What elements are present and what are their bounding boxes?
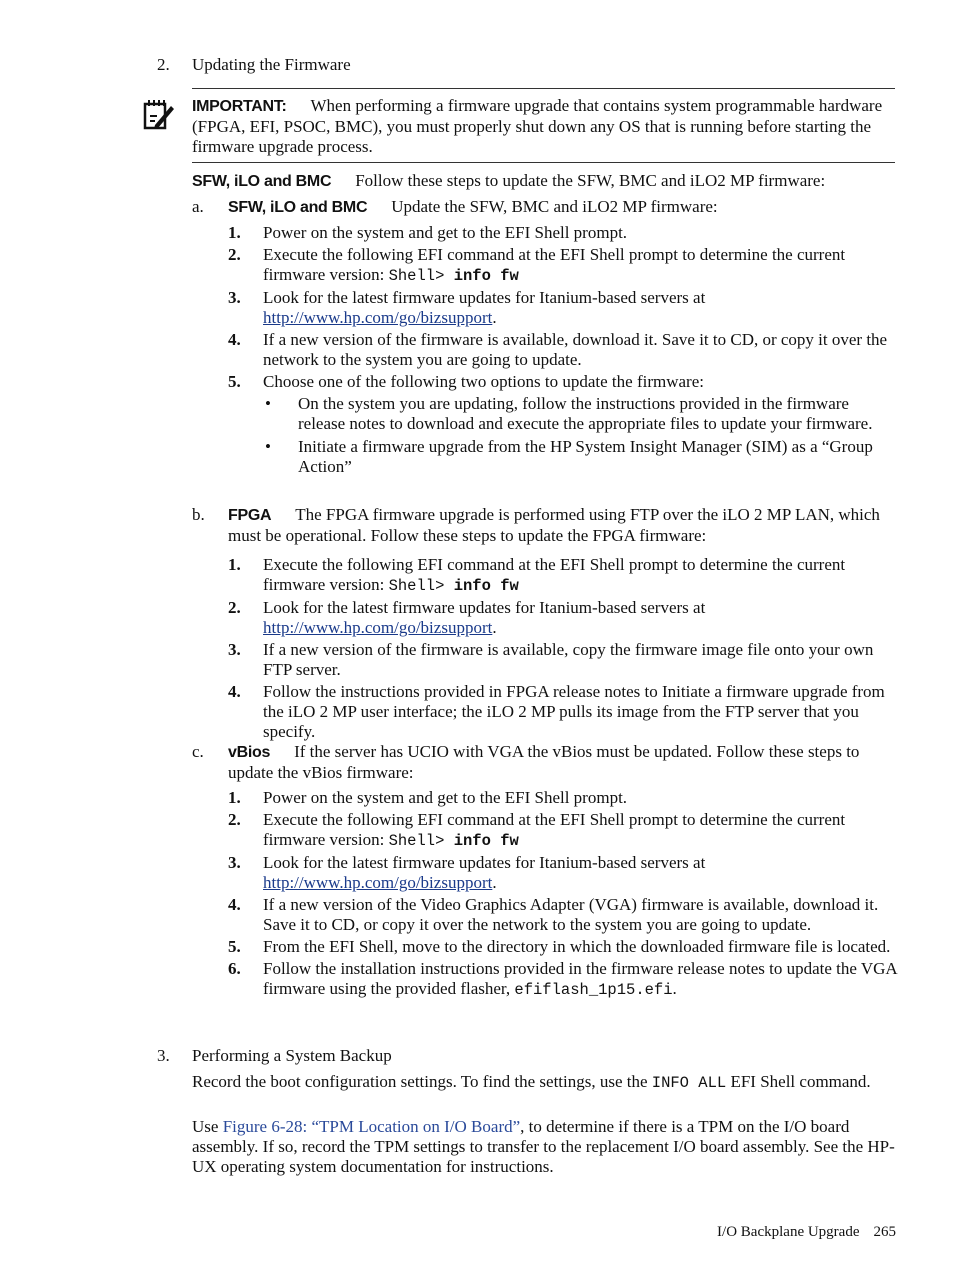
step-item: 6. Follow the installation instructions provided in the firmware release notes to update the VGA firmware using the provided flasher, efiflash_1p15.efi. [228, 959, 897, 999]
intro-label: SFW, iLO and BMC [192, 173, 332, 190]
step-item: 1. Power on the system and get to the EFI Shell prompt. [228, 788, 628, 807]
backup-paragraph-1: Record the boot configuration settings. To find the settings, use the INFO ALL EFI Shell command. [192, 1072, 871, 1092]
step-item: 1. Execute the following EFI command at the EFI Shell prompt to determine the current firmware version: Shell> info fw [228, 555, 846, 595]
sub-item-label: vBios [228, 744, 271, 761]
item-title: Performing a System Backup [192, 1046, 392, 1065]
steps-list [228, 223, 897, 477]
intro-text: Follow these steps to update the SFW, BMC and iLO2 MP firmware: [355, 171, 826, 190]
bizsupport-link[interactable]: http://www.hp.com/go/bizsupport [263, 873, 493, 892]
info-all-command: INFO ALL [651, 1074, 727, 1092]
intro-paragraph [192, 171, 897, 192]
sub-item-text: If the server has UCIO with VGA the vBios must be updated. Follow these steps to update the vBios firmware: [228, 742, 860, 782]
item-number: 3. [157, 1046, 170, 1065]
sub-item-label: FPGA [228, 507, 272, 524]
bizsupport-link[interactable]: http://www.hp.com/go/bizsupport [263, 618, 493, 637]
important-label: IMPORTANT: [192, 98, 287, 115]
bullet-item: • Initiate a firmware upgrade from the HP System Insight Manager (SIM) as a “Group Action” [265, 437, 873, 476]
bullet-item: • On the system you are updating, follow the instructions provided in the firmware release notes to download and execute the appropriate files to update your firmware. [265, 394, 873, 433]
sub-item-text: The FPGA firmware upgrade is performed using FTP over the iLO 2 MP LAN, which must be operational. Follow these steps to update the FPGA firmware: [228, 505, 880, 545]
sub-item-text: Update the SFW, BMC and iLO2 MP firmware: [391, 197, 718, 216]
steps-list [228, 788, 897, 1000]
step-item: 4. If a new version of the firmware is available, download it. Save it to CD, or copy it over the network to the system you are going to update. [228, 330, 888, 369]
step-item: 5. From the EFI Shell, move to the directory in which the downloaded firmware file is located. [228, 937, 891, 956]
step-item: 4. If a new version of the Video Graphics Adapter (VGA) firmware is available, download it. Save it to CD, or copy it over the network to the system you are going to update. [228, 895, 879, 934]
important-text: When performing a firmware upgrade that contains system programmable hardware (FPGA, EFI, PSOC, BMC), you must properly shut down any OS that is running before starting the firmware upgrade process. [192, 96, 883, 156]
sub-item-a [192, 197, 897, 480]
bullet-list [263, 394, 897, 477]
sub-item-letter: c. [192, 742, 204, 761]
step-item: 5. Choose one of the following two options to update the firmware: • On the system you are updating, follow the instructions provided in the firmware release notes to download and execute the appropriate files to update your firmware. • Initiate a firmware upgrade from the HP System Insight Manager (SIM) as a “Group Action” [228, 372, 897, 477]
sub-item-letter: b. [192, 505, 205, 524]
figure-cross-reference-link[interactable]: Figure 6-28: “TPM Location on I/O Board” [222, 1117, 521, 1136]
flasher-filename: efiflash_1p15.efi [514, 981, 673, 999]
list-item-2 [157, 55, 351, 75]
shell-command: Shell> info fw [388, 832, 519, 850]
step-item: 3. If a new version of the firmware is available, copy the firmware image file onto your own FTP server. [228, 640, 874, 679]
sub-item-letter: a. [192, 197, 204, 216]
shell-command: Shell> info fw [388, 577, 519, 595]
step-item: 2. Execute the following EFI command at the EFI Shell prompt to determine the current firmware version: Shell> info fw [228, 245, 846, 285]
footer-section-title: I/O Backplane Upgrade [717, 1224, 860, 1240]
sub-item-b-steps [192, 550, 897, 744]
step-item: 3. Look for the latest firmware updates for Itanium-based servers at http://www.hp.com/go/bizsupport. [228, 853, 706, 892]
sub-item-c [192, 742, 897, 1002]
sub-item-b [192, 505, 897, 546]
important-note [192, 88, 895, 163]
step-item: 2. Execute the following EFI command at the EFI Shell prompt to determine the current firmware version: Shell> info fw [228, 810, 846, 850]
page-footer [717, 1222, 896, 1242]
step-item: 2. Look for the latest firmware updates for Itanium-based servers at http://www.hp.com/go/bizsupport. [228, 598, 706, 637]
item-number: 2. [157, 55, 170, 74]
bizsupport-link[interactable]: http://www.hp.com/go/bizsupport [263, 308, 493, 327]
sub-item-label: SFW, iLO and BMC [228, 199, 368, 216]
backup-paragraph-2: Use Figure 6-28: “TPM Location on I/O Board”, to determine if there is a TPM on the I/O board assembly. If so, record the TPM settings to transfer to the replacement I/O board assembly. See the HP-UX operating system documentation for instructions. [192, 1117, 895, 1176]
steps-list [228, 555, 897, 742]
page-number: 265 [873, 1224, 896, 1240]
important-note-icon [141, 98, 175, 132]
step-item: 3. Look for the latest firmware updates for Itanium-based servers at http://www.hp.com/go/bizsupport. [228, 288, 706, 327]
step-item: 1. Power on the system and get to the EFI Shell prompt. [228, 223, 628, 242]
item-title: Updating the Firmware [192, 55, 351, 74]
shell-command: Shell> info fw [388, 267, 519, 285]
step-item: 4. Follow the instructions provided in FPGA release notes to Initiate a firmware upgrade from the iLO 2 MP user interface; the iLO 2 MP pulls its image from the FTP server that you specify. [228, 682, 885, 741]
